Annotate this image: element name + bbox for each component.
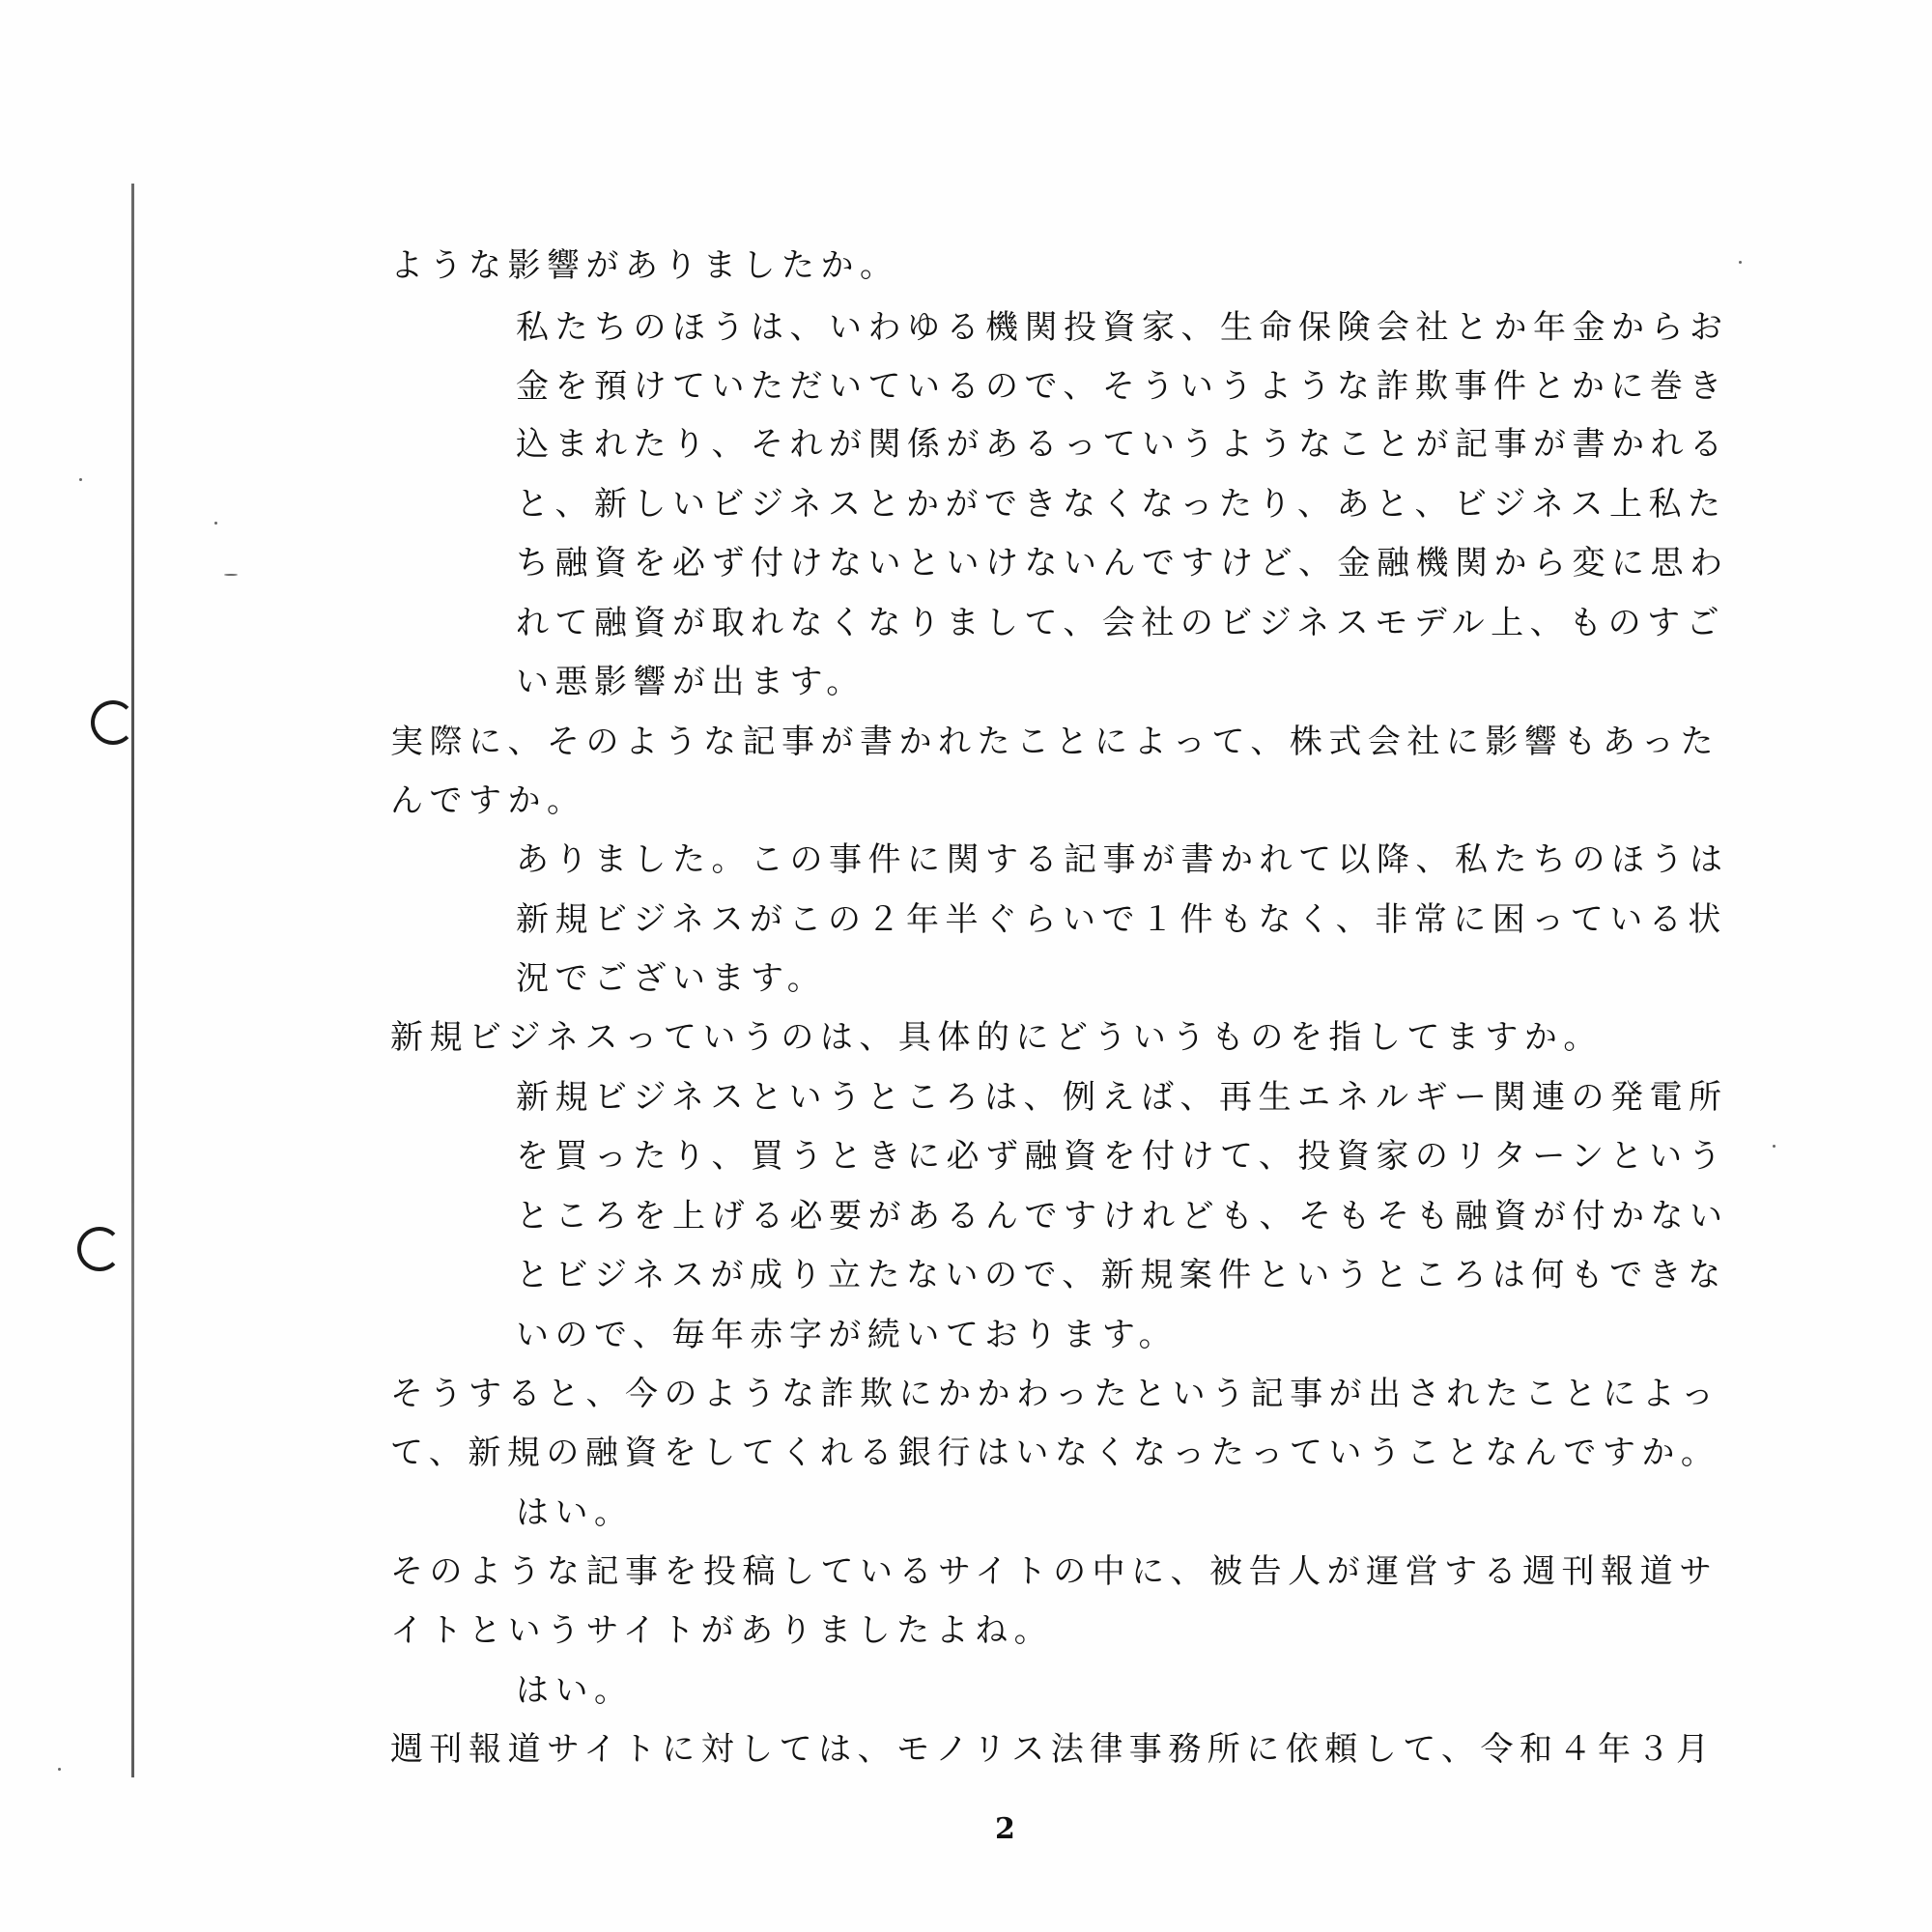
answer-line: ち融資を必ず付けないといけないんですけど、金融機関から変に思わ bbox=[516, 544, 1729, 582]
answer-line: い悪影響が出ます。 bbox=[516, 663, 866, 701]
question-line: ような影響がありましたか。 bbox=[390, 246, 899, 285]
answer-line: れて融資が取れなくなりまして、会社のビジネスモデル上、ものすご bbox=[516, 604, 1726, 642]
answer-line: とビジネスが成り立たないので、新規案件というところは何もできな bbox=[516, 1256, 1727, 1294]
answer-line: いので、毎年赤字が続いております。 bbox=[516, 1316, 1179, 1354]
question-line: そのような記事を投稿しているサイトの中に、被告人が運営する週刊報道サ bbox=[390, 1552, 1719, 1591]
answer-line: 込まれたり、それが関係があるっていうようなことが記事が書かれる bbox=[516, 425, 1729, 464]
answer-line: を買ったり、買うときに必ず融資を付けて、投資家のリターンという bbox=[516, 1137, 1728, 1176]
question-line: 新規ビジネスっていうのは、具体的にどういうものを指してますか。 bbox=[390, 1018, 1603, 1057]
scan-speck bbox=[224, 574, 238, 576]
question-line: 週刊報道サイトに対しては、モノリス法律事務所に依頼して、令和４年３月 bbox=[390, 1730, 1716, 1769]
answer-line: ありました。この事件に関する記事が書かれて以降、私たちのほうは bbox=[516, 840, 1729, 879]
answer-line: はい。 bbox=[516, 1493, 634, 1532]
answer-line: 新規ビジネスというところは、例えば、再生エネルギー関連の発電所 bbox=[516, 1078, 1728, 1117]
answer-line: 金を預けていただいているので、そういうような詐欺事件とかに巻き bbox=[516, 367, 1728, 406]
scan-speck bbox=[79, 478, 82, 481]
punch-hole-bottom bbox=[77, 1227, 122, 1271]
page-number: 2 bbox=[995, 1812, 1015, 1846]
answer-line: と、新しいビジネスとかができなくなったり、あと、ビジネス上私た bbox=[516, 485, 1727, 524]
answer-line: 新規ビジネスがこの２年半ぐらいで１件もなく、非常に困っている状 bbox=[516, 900, 1727, 939]
answer-line: 況でございます。 bbox=[516, 959, 827, 998]
question-line: そうすると、今のような詐欺にかかわったという記事が出されたことによっ bbox=[390, 1375, 1720, 1413]
answer-line: 私たちのほうは、いわゆる機関投資家、生命保険会社とか年金からお bbox=[516, 308, 1729, 347]
punch-hole-top bbox=[91, 700, 135, 745]
scan-speck bbox=[1739, 261, 1742, 264]
scan-speck bbox=[58, 1768, 61, 1771]
question-line: 実際に、そのような記事が書かれたことによって、株式会社に影響もあった bbox=[390, 723, 1719, 761]
answer-line: はい。 bbox=[516, 1671, 634, 1710]
question-line: んですか。 bbox=[390, 781, 586, 820]
scan-speck bbox=[214, 522, 217, 525]
question-line: て、新規の融資をしてくれる銀行はいなくなったっていうことなんですか。 bbox=[390, 1434, 1720, 1472]
answer-line: ところを上げる必要があるんですけれども、そもそも融資が付かない bbox=[516, 1197, 1729, 1236]
question-line: イトというサイトがありましたよね。 bbox=[390, 1611, 1054, 1650]
scan-speck bbox=[1773, 1145, 1776, 1148]
binding-margin-line bbox=[131, 184, 134, 1777]
